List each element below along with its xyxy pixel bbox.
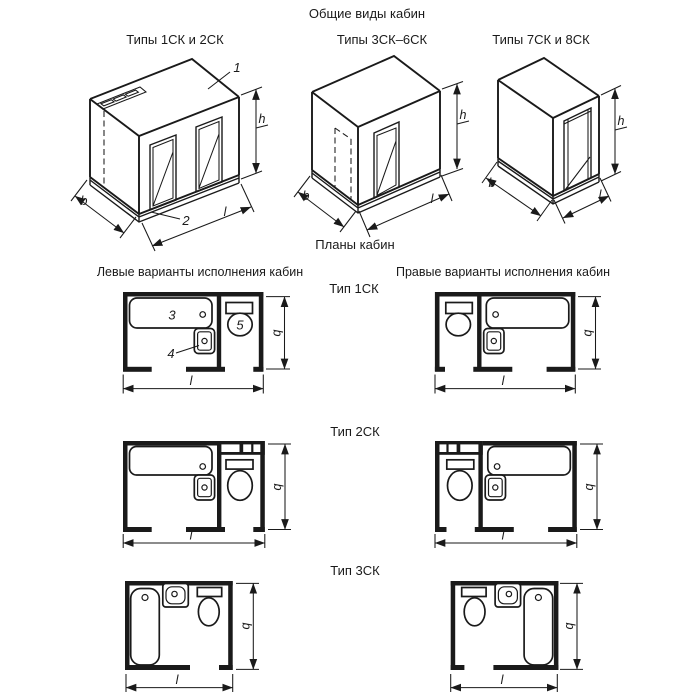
dim-label-l-plan2-left: l <box>189 528 193 543</box>
wall-top <box>123 441 217 446</box>
wall-left <box>125 581 130 670</box>
dim-ext-h <box>601 86 627 182</box>
plan-3sk-left <box>125 581 233 670</box>
wall-right <box>259 292 264 371</box>
wall-left <box>123 292 128 371</box>
roof-vent-grille <box>97 87 146 109</box>
dim-line-l <box>152 207 251 246</box>
dim-label-h-iso1: h <box>258 112 266 126</box>
plan-2sk-right <box>435 441 577 532</box>
wall-bottom-stub <box>253 367 263 372</box>
wall-partition <box>217 292 221 368</box>
dim-label-b-plan2-left: b <box>271 483 285 491</box>
doorway-reveal <box>564 110 591 191</box>
toilet-cistern <box>226 460 253 469</box>
door-frame <box>377 128 396 196</box>
toilet-bowl <box>228 471 253 501</box>
callout-toilet: 5 <box>236 317 244 333</box>
header-left-variants: Левые варианты исполнения кабин <box>96 265 304 279</box>
dim-label-b-iso3: b <box>488 176 496 190</box>
dim-label-b-plan1-right: b <box>581 329 596 337</box>
dim-label-b-iso2: b <box>302 189 310 203</box>
title-general-views: Общие виды кабин <box>308 6 426 21</box>
door-outline <box>374 122 399 198</box>
dim-ext-h <box>241 87 268 179</box>
iso-cabin-types-3sk-6sk <box>294 56 469 237</box>
dim-label-h-iso2: h <box>459 108 467 122</box>
dim-label-l-plan1-left: l <box>189 374 193 388</box>
wall-bottom-stub <box>123 367 152 372</box>
cabin-box-outline <box>312 56 440 205</box>
dim-label-b-iso1: b <box>80 194 88 208</box>
cabin-type-label-2: Типы 3СК–6СК <box>336 32 428 47</box>
vent-opening <box>221 444 240 452</box>
header-right-variants: Правые варианты исполнения кабин <box>395 265 611 279</box>
vent-opening <box>243 444 251 452</box>
plan-2sk-left <box>123 441 265 532</box>
dim-label-l-iso1: l <box>223 205 227 219</box>
plan-1sk-right <box>435 292 575 372</box>
wall-bottom-stub <box>186 367 225 372</box>
title-plans: Планы кабин <box>315 237 395 252</box>
callout-bath: 3 <box>168 307 176 323</box>
dim-line-l <box>563 196 609 218</box>
dim-ext-h <box>442 82 469 177</box>
dim-label-b-plan1-left: b <box>270 329 285 337</box>
wall-bottom-stub <box>253 527 264 532</box>
plan-type-label-1sk: Тип 1СК <box>329 281 379 296</box>
dim-label-l-plan3-left: l <box>175 673 179 687</box>
callout-washbasin: 4 <box>167 346 175 361</box>
dim-label-l-plan2-right: l <box>501 528 505 543</box>
plan-type-label-2sk: Тип 2СК <box>330 424 380 439</box>
wall-bottom-stub <box>123 527 152 532</box>
dim-label-l-iso2: l <box>430 192 434 206</box>
wall-partition <box>217 441 221 528</box>
iso-cabin-types-7sk-8sk <box>482 58 627 224</box>
cabin-type-label-1: Типы 1СК и 2СК <box>126 32 224 47</box>
callout-floor-panel: 2 <box>182 213 190 228</box>
toilet-cistern <box>197 588 221 597</box>
dim-label-l-plan3-right: l <box>500 673 504 687</box>
wall-right <box>228 581 233 670</box>
vent-opening <box>253 444 261 452</box>
bath-outline <box>130 447 213 476</box>
cabin-box-outline <box>498 58 599 196</box>
cabin-type-label-3: Типы 7СК и 8СК <box>492 32 590 47</box>
dim-label-b-plan3-right: b <box>563 622 577 630</box>
toilet-bowl <box>198 598 219 626</box>
dim-label-l-iso3: l <box>598 188 602 202</box>
callout-ceiling-panel: 1 <box>233 60 241 75</box>
toilet-cistern <box>226 303 253 314</box>
wall-left <box>123 441 128 532</box>
plan-type-label-3sk: Тип 3СК <box>330 563 380 578</box>
dim-label-h-iso3: h <box>617 114 625 128</box>
wall-top <box>123 292 263 297</box>
wall-bottom-stub <box>125 665 190 670</box>
wall-bottom-stub <box>219 665 233 670</box>
plan-3sk-right <box>451 581 559 670</box>
wall-right <box>260 441 265 532</box>
dim-label-b-plan3-left: b <box>239 622 254 630</box>
dim-label-b-plan2-right: b <box>583 483 597 491</box>
iso-cabin-types-1sk-2sk <box>71 59 268 251</box>
door-frames <box>153 122 219 207</box>
dim-label-l-plan1-right: l <box>501 374 505 388</box>
dim-ext-b <box>71 180 136 238</box>
